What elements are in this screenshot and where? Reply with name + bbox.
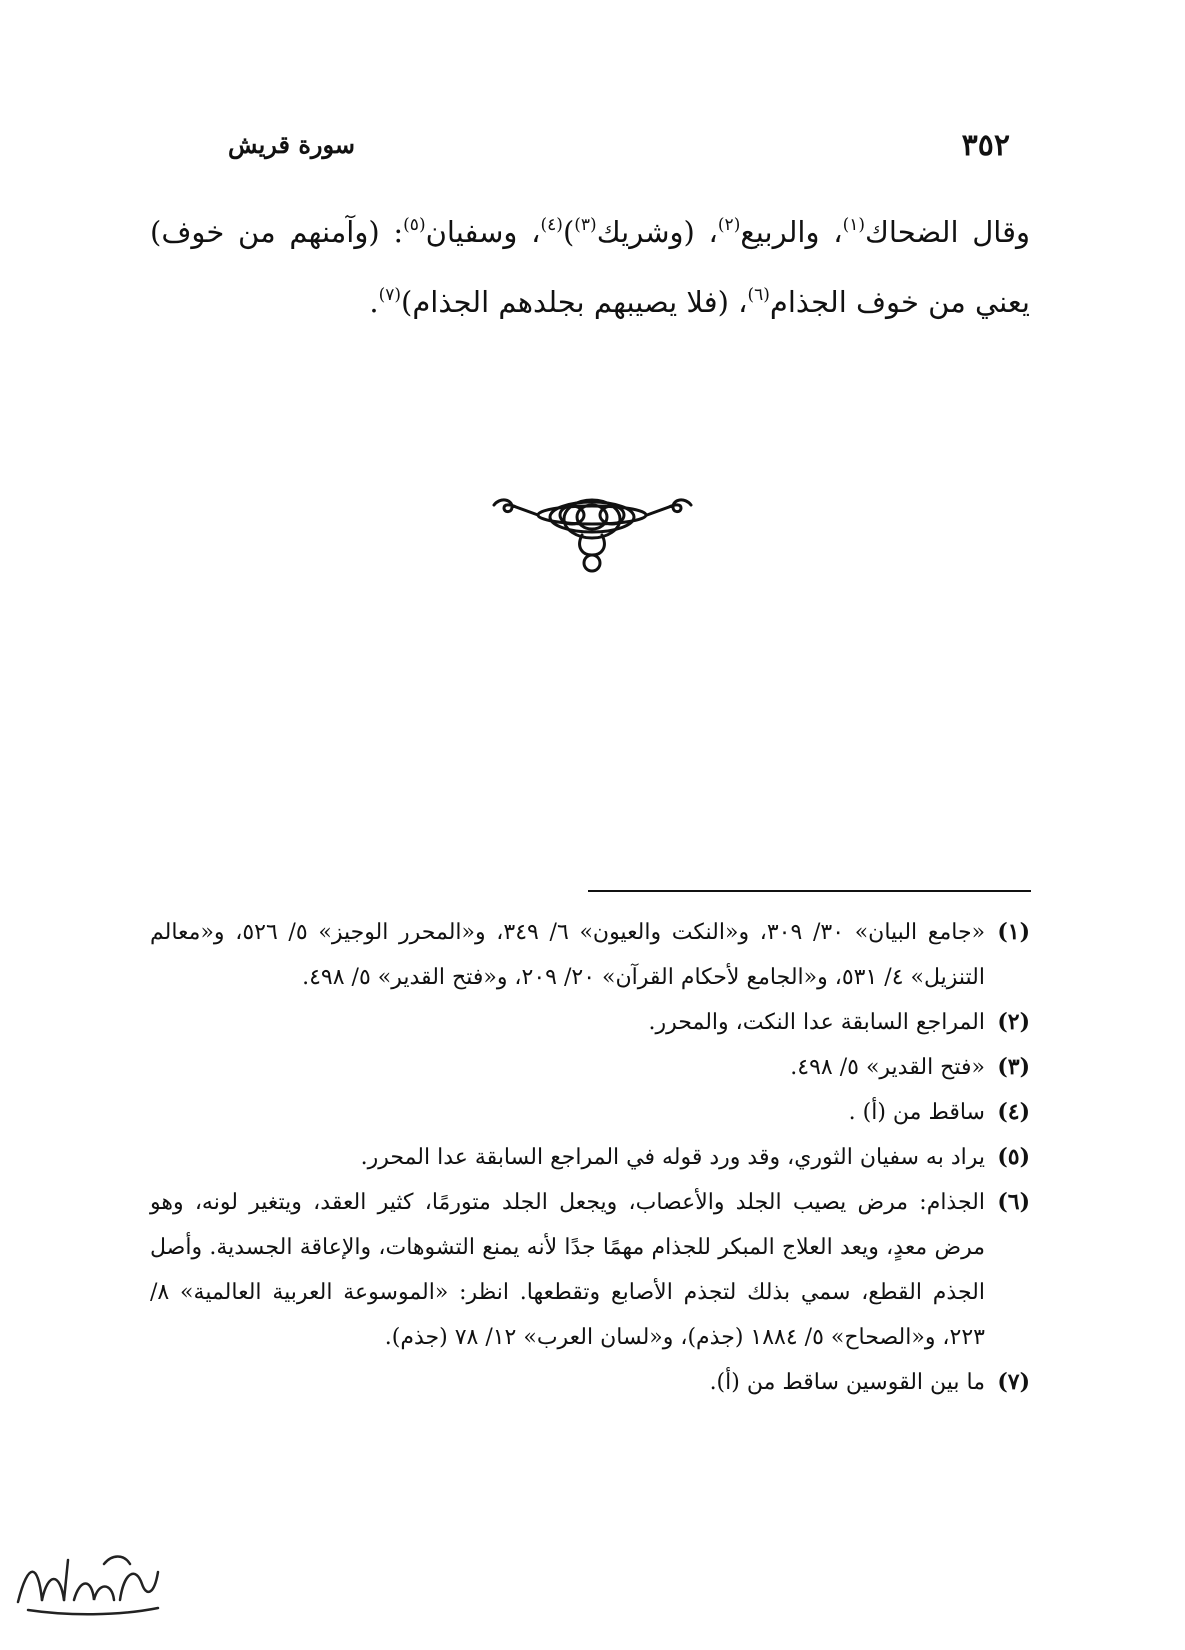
footnote-number: (١): [997, 919, 1030, 945]
footnote-text: ساقط من (أ) .: [848, 1100, 985, 1125]
footnote-6: [150, 1180, 1030, 1360]
footnote-2: [150, 1000, 1030, 1045]
footnote-5: [150, 1135, 1030, 1180]
page-header: [150, 128, 1030, 178]
footnote-4: [150, 1090, 1030, 1135]
main-text-segment: وقال الضحاك: [865, 215, 1030, 249]
footnote-text: «جامع البيان» ٣٠/ ٣٠٩، و«النكت والعيون» ٦/ ٣٤٩، و«المحرر الوجيز» ٥/ ٥٢٦، و«معالم التنزيل» ٤/ ٥٣١، و«الجامع لأحكام القرآن» ٢٠/ ٢٠٩، و«فتح القدير» ٥/ ٤٩٨.: [150, 920, 986, 990]
ornamental-divider-icon: [490, 495, 695, 575]
footnote-ref-7[interactable]: (٧): [378, 285, 402, 305]
main-text-segment: : (وآمنهم من خوف) يعني من خوف الجذام: [150, 215, 1030, 319]
footnote-number: (٦): [997, 1189, 1030, 1215]
footnote-number: (٧): [997, 1369, 1030, 1395]
footnote-ref-3[interactable]: (٣): [574, 215, 597, 235]
main-text-segment: ، والربيع: [740, 215, 843, 249]
footnote-number: (٤): [997, 1099, 1030, 1125]
footnotes: [150, 910, 1030, 1405]
page-number: ٣٥٢: [961, 128, 1010, 163]
main-text-segment: ، وسفيان: [425, 215, 541, 249]
footnote-7: [150, 1360, 1030, 1405]
footnote-text: ما بين القوسين ساقط من (أ).: [709, 1370, 985, 1395]
main-text-segment: ، (وشريك: [596, 215, 718, 249]
main-text-segment: ، (فلا يصيبهم بجلدهم الجذام): [401, 285, 748, 319]
footnote-text: «فتح القدير» ٥/ ٤٩٨.: [790, 1055, 985, 1080]
main-text-segment: .: [369, 285, 379, 319]
footnote-ref-6[interactable]: (٦): [747, 285, 770, 305]
surah-title: سورة قريش: [228, 130, 356, 159]
library-watermark-logo: [8, 1542, 168, 1622]
footnote-number: (٢): [997, 1009, 1030, 1035]
main-text-segment: ): [562, 215, 575, 249]
footnote-text: الجذام: مرض يصيب الجلد والأعصاب، ويجعل الجلد متورمًا، كثير العقد، ويتغير لونه، وهو مرض معدٍ، ويعد العلاج المبكر للجذام مهمًا جدًا لأنه يمنع التشوهات، والإعاقة الجسدية. وأصل الجذم القطع، سمي بذلك لتجذم الأصابع وتقطعها. انظر: «الموسوعة العربية العالمية» ٨/ ٢٢٣، و«الصحاح» ٥/ ١٨٨٤ (جذم)، و«لسان العرب» ١٢/ ٧٨ (جذم).: [150, 1190, 985, 1350]
footnote-text: يراد به سفيان الثوري، وقد ورد قوله في المراجع السابقة عدا المحرر.: [360, 1145, 985, 1170]
footnote-1: [150, 910, 1030, 1000]
footnote-text: المراجع السابقة عدا النكت، والمحرر.: [648, 1010, 985, 1035]
footnote-ref-1[interactable]: (١): [842, 215, 865, 235]
footnote-number: (٣): [997, 1054, 1030, 1080]
footnote-ref-5[interactable]: (٥): [403, 215, 426, 235]
main-text: [150, 200, 1030, 340]
footnote-separator: [588, 890, 1031, 892]
footnote-ref-2[interactable]: (٢): [717, 215, 741, 235]
footnote-3: [150, 1045, 1030, 1090]
footnote-ref-4[interactable]: (٤): [540, 215, 563, 235]
footnote-number: (٥): [997, 1144, 1030, 1170]
